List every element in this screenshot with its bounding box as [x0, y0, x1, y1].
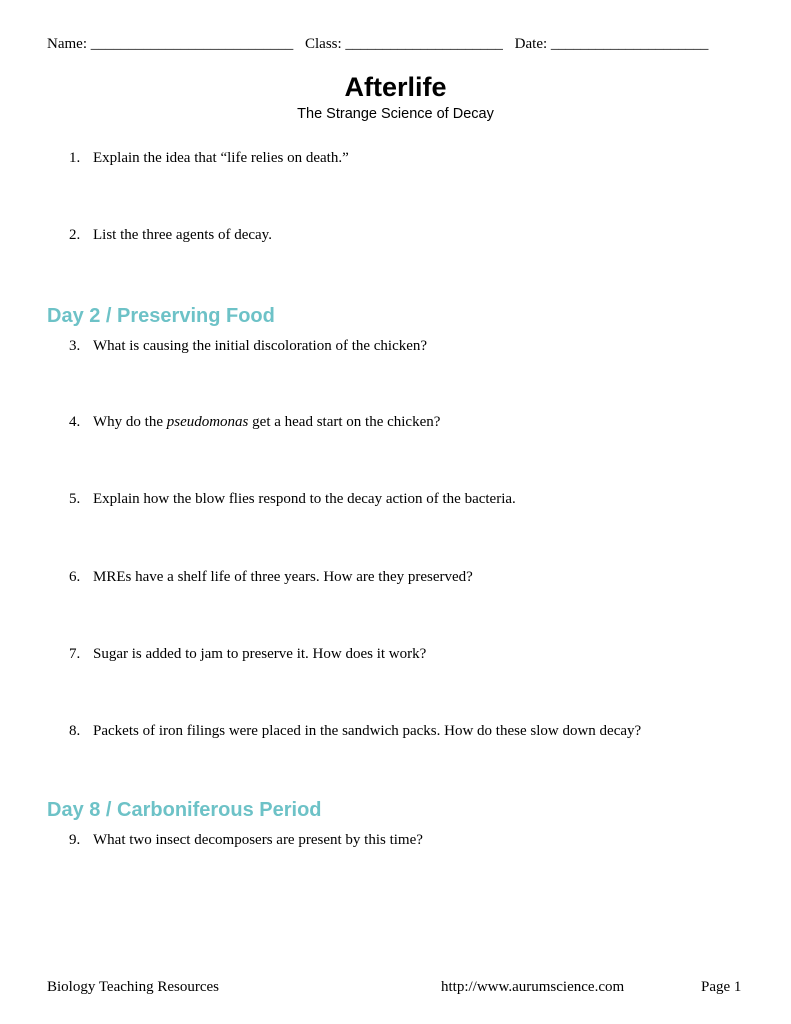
question-text: Sugar is added to jam to preserve it. How does it work?	[93, 646, 427, 662]
question-text-end: get a head start on the chicken?	[248, 414, 441, 430]
question-text: List the three agents of decay.	[93, 227, 272, 243]
question-3	[69, 338, 427, 355]
date-field-label: Date: _____________________	[514, 36, 709, 52]
section-heading-day-8: Day 8 / Carboniferous Period	[47, 799, 322, 821]
question-text: Explain how the blow flies respond to the decay action of the bacteria.	[93, 491, 516, 507]
question-text: What is causing the initial discoloration of the chicken?	[93, 338, 428, 354]
page-subtitle: The Strange Science of Decay	[297, 106, 494, 122]
question-text-start: Why do the	[93, 414, 167, 430]
footer-website-link[interactable]: http://www.aurumscience.com	[441, 979, 625, 995]
question-number: 2.	[69, 227, 81, 243]
question-5	[69, 491, 516, 508]
page-title: Afterlife	[344, 72, 447, 102]
question-number: 9.	[69, 832, 81, 848]
question-number: 7.	[69, 646, 81, 662]
student-info-header	[47, 36, 708, 53]
footer-page-number: Page 1	[701, 979, 742, 995]
question-number: 4.	[69, 414, 81, 430]
section-heading-day-2: Day 2 / Preserving Food	[47, 305, 275, 327]
name-field-label: Name: ___________________________	[47, 36, 294, 52]
question-number: 5.	[69, 491, 81, 507]
question-9	[69, 832, 423, 849]
question-number: 1.	[69, 150, 81, 166]
question-4	[69, 414, 440, 431]
question-text: Packets of iron filings were placed in the sandwich packs. How do these slow down decay?	[93, 723, 642, 739]
question-2	[69, 227, 272, 244]
question-text: MREs have a shelf life of three years. How are they preserved?	[93, 569, 473, 585]
question-number: 3.	[69, 338, 81, 354]
question-1	[69, 150, 349, 167]
question-text: What two insect decomposers are present by this time?	[93, 832, 423, 848]
question-text-italic-term: pseudomonas	[166, 414, 249, 430]
question-6	[69, 569, 473, 586]
question-7	[69, 646, 426, 663]
class-field-label: Class: _____________________	[304, 36, 503, 52]
footer-left-text: Biology Teaching Resources	[47, 979, 219, 995]
question-text: Explain the idea that “life relies on death.”	[93, 150, 349, 166]
question-number: 8.	[69, 723, 81, 739]
question-number: 6.	[69, 569, 81, 585]
question-8	[69, 723, 641, 740]
